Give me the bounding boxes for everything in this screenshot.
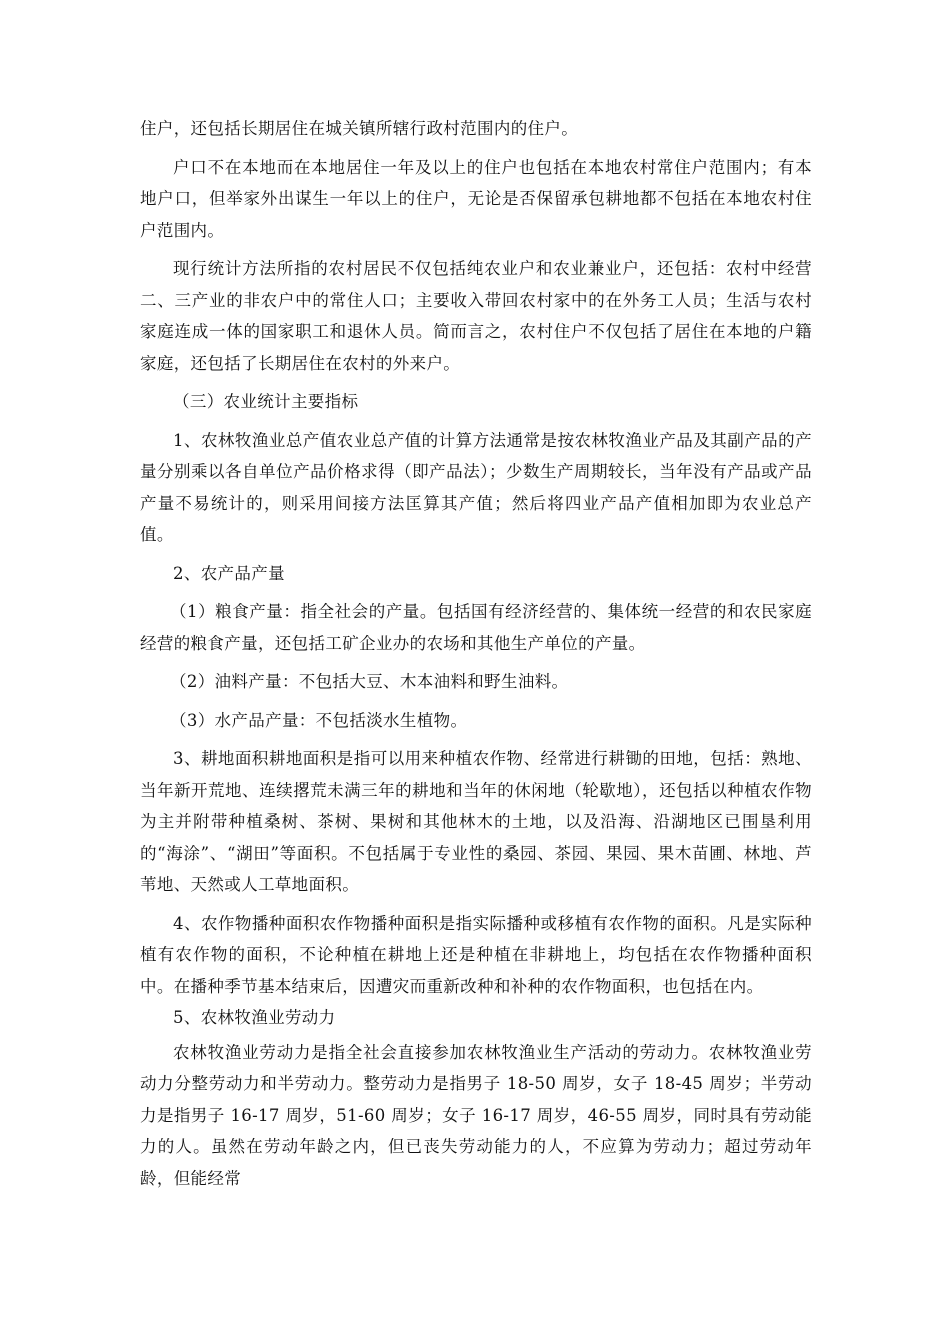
paragraph-cultivated-area: 3、耕地面积耕地面积是指可以用来种植农作物、经常进行耕锄的田地，包括：熟地、当年新开荒地、连续撂荒未满三年的耕地和当年的休闲地（轮歇地），还包括以种植农作物为主并附带种植桑树、茶树、果树和其他林木的土地，以及沿海、沿湖地区已围垦利用的“海涂”、“湖田”等面积。不包括属于专业性的桑园、茶园、果园、果木苗圃、林地、芦苇地、天然或人工草地面积。	[140, 749, 812, 894]
paragraph-continuation: 住户，还包括长期居住在城关镇所辖行政村范围内的住户。	[140, 119, 579, 138]
paragraph-resident-scope: 户口不在本地而在本地居住一年及以上的住户也包括在本地农村常住户范围内；有本地户口，但举家外出谋生一年以上的住户，无论是否保留承包耕地都不包括在本地农村住户范围内。	[140, 157, 812, 240]
paragraph-oil-output: （2）油料产量：不包括大豆、木本油料和野生油料。	[170, 672, 569, 691]
subheading-labor-force: 5、农林牧渔业劳动力	[173, 1008, 336, 1027]
subheading-product-output: 2、农产品产量	[173, 563, 285, 583]
paragraph-gross-output-value: 1、农林牧渔业总产值农业总产值的计算方法通常是按农林牧渔业产品及其副产品的产量分别乘以各自单位产品价格求得（即产品法）；少数生产周期较长，当年没有产品或产品产量不易统计的，则采用间接方法匡算其产值；然后将四业产品产值相加即为农业总产值。	[140, 430, 812, 544]
paragraph-labor-force: 农林牧渔业劳动力是指全社会直接参加农林牧渔业生产活动的劳动力。农林牧渔业劳动力分整劳动力和半劳动力。整劳动力是指男子 18-50 周岁，女子 18-45 周岁；半劳动力是指男子 16-17 周岁，51-60 周岁；女子 16-17 周岁，46-55 周岁，同时具有劳动能力的人。虽然在劳动年龄之内，但已丧失劳动能力的人，不应算为劳动力；超过劳动年龄，但能经常	[140, 1042, 812, 1188]
paragraph-sown-area: 4、农作物播种面积农作物播种面积是指实际播种或移植有农作物的面积。凡是实际种植有农作物的面积，不论种植在耕地上还是种植在非耕地上，均包括在农作物播种面积中。在播种季节基本结束后，因遭灾而重新改种和补种的农作物面积，也包括在内。	[140, 913, 812, 996]
paragraph-aquatic-output: （3）水产品产量：不包括淡水生植物。	[170, 710, 468, 730]
paragraph-rural-residents: 现行统计方法所指的农村居民不仅包括纯农业户和农业兼业户，还包括：农村中经营二、三产业的非农户中的常住人口；主要收入带回农村家中的在外务工人员；生活与农村家庭连成一体的国家职工和退休人员。简而言之，农村住户不仅包括了居住在本地的户籍家庭，还包括了长期居住在农村的外来户。	[140, 259, 812, 373]
document-page	[140, 113, 812, 1194]
section-heading-main-indicators: （三）农业统计主要指标	[173, 392, 359, 411]
paragraph-grain-output: （1）粮食产量：指全社会的产量。包括国有经济经营的、集体统一经营的和农民家庭经营的粮食产量，还包括工矿企业办的农场和其他生产单位的产量。	[140, 602, 812, 653]
